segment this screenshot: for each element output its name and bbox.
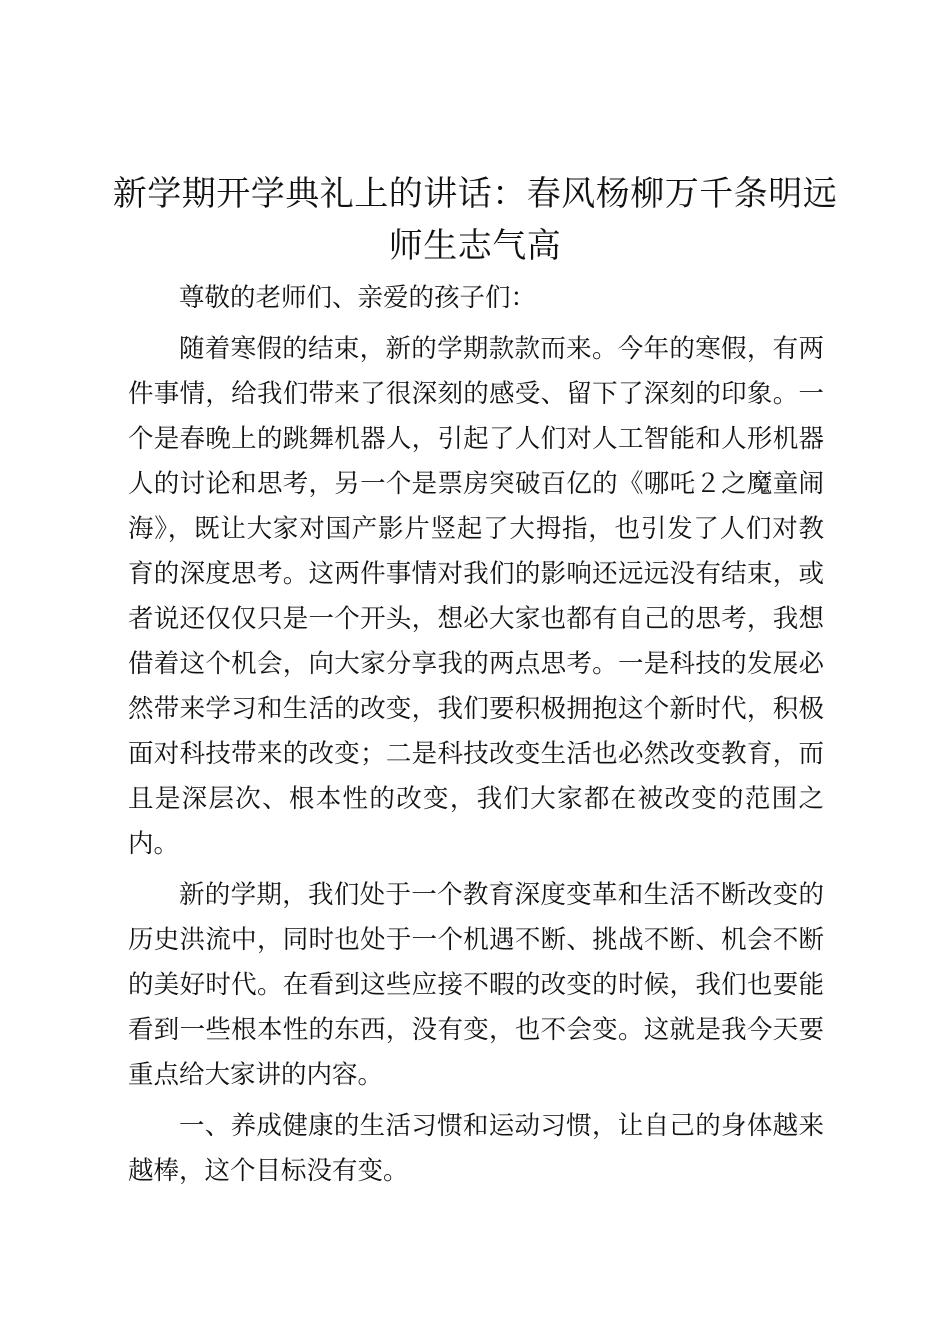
document-body [128,276,824,1194]
greeting-line: 尊敬的老师们、亲爱的孩子们： [179,283,537,313]
paragraph-2: 新的学期，我们处于一个教育深度变革和生活不断改变的历史洪流中，同时也处于一个机遇不断、挑战不断、机会不断的美好时代。在看到这些应接不暇的改变的时候，我们也要能看到一些根本性的东西，没有变，也不会变。这就是我今天要重点给大家讲的内容。 [128,880,824,1090]
paragraph-1: 随着寒假的结束，新的学期款款而来。今年的寒假，有两件事情，给我们带来了很深刻的感受、留下了深刻的印象。一个是春晚上的跳舞机器人，引起了人们对人工智能和人形机器人的讨论和思考，另一个是票房突破百亿的《哪吒２之魔童闹海》，既让大家对国产影片竖起了大拇指，也引发了人们对教育的深度思考。这两件事情对我们的影响还远远没有结束，或者说还仅仅只是一个开头，想必大家也都有自己的思考，我想借着这个机会，向大家分享我的两点思考。一是科技的发展必然带来学习和生活的改变，我们要积极拥抱这个新时代，积极面对科技带来的改变；二是科技改变生活也必然改变教育，而且是深层次、根本性的改变，我们大家都在被改变的范围之内。 [128,334,824,859]
paragraph-3-heading: 一、养成健康的生活习惯和运动习惯，让自己的身体越来越棒，这个目标没有变。 [128,1111,824,1186]
document-title: 新学期开学典礼上的讲话：春风杨柳万千条明远师生志气高 [112,174,838,266]
